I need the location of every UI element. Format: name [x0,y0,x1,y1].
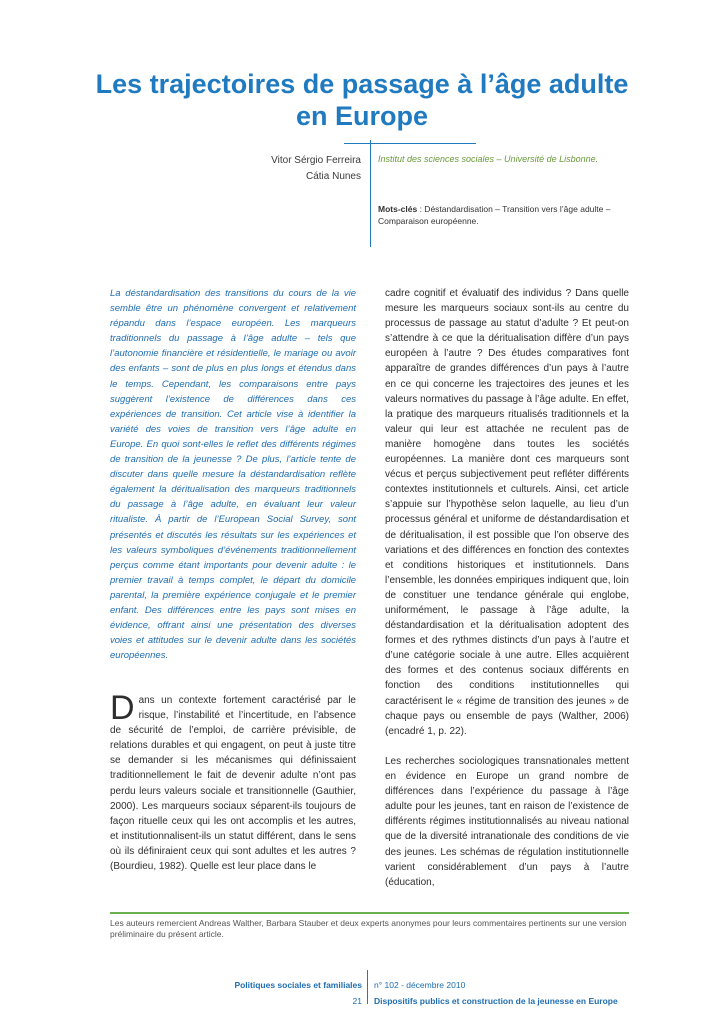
footer-right [374,977,618,1009]
footnote-rule [110,912,629,914]
body-paragraph: Les recherches sociologiques transnationales mettent en évidence en Europe un grand nombre de différences dans l’expérience du passage à l’âge adulte pour les jeunes, tant en raison de l’existence de différents régimes institutionnalisés au niveau national que de la diversité intranationale des conditions de vie des jeunes. Les schémas de régulation institutionnelle varient considérablement d’un pays à l’autre (éducation, [385,756,629,888]
author-name: Vitor Sérgio Ferreira [271,155,361,166]
footer-left [234,977,362,1009]
author-name: Cátia Nunes [305,171,361,182]
keywords-block [378,203,648,227]
intro-text: ans un contexte fortement caractérisé par le risque, l’instabilité et l’incertitude, en l’absence de sécurité de l’emploi, de carrière prévisible, de relations durables et qui engagent, on peut à juste titre se demander si les mécanismes qui définissaient traditionnellement le fait de devenir adulte n’ont pas perdu leurs valeurs sociale et transitionnelle (Gauthier, 2000). Les marqueurs sociaux séparent-ils toujours de façon rituelle ceux qui les ont accomplis et les autres, et institutionnalisent-ils un statut différent, dans le sens où ils définiraient ceux qui sont adultes et les autres ? (Bourdieu, 1982). Quelle est leur place dans le [110,695,356,873]
keywords-text: : Déstandardisation – Transition vers l’âge adulte – Comparaison européenne. [378,204,611,226]
keywords-label: Mots-clés [378,204,418,214]
abstract: La déstandardisation des transitions du cours de la vie semble être un phénomène convergent et relativement répandu dans l’espace européen. Les marqueurs traditionnels du passage à l’âge adulte – tels que l’autonomie financière et résidentielle, le mariage ou avoir des enfants – sont de plus en plus longs et étendus dans le temps. Cependant, les comparaisons entre pays suggèrent l’existence de différences dans ces expériences de transition. Cet article vise à identifier la variété des voies de transition vers l’âge adulte en Europe. En quoi sont-elles le reflet des différents régimes de transition de la jeunesse ? De plus, l’article tente de discuter dans quelle mesure la déstandardisation reflète également la déritualisation des marqueurs traditionnels du passage à l’âge adulte, en évaluant leur valeur ritualiste. À partir de l’European Social Survey, sont présentés et discutés les résultats sur les expériences et les valeurs symboliques d’événements traditionnellement perçus comme étant importants pour devenir adulte : le premier travail à temps complet, le départ du domicile parental, la première expérience conjugale et le premier enfant. Des différences entre les pays sont mises en évidence, offrant ainsi une présentation des diverses voies et attitudes sur le devenir adulte dans les sociétés européennes. [110,288,356,662]
title-divider-horizontal [344,143,476,144]
footnote: Les auteurs remercient Andreas Walther, Barbara Stauber et deux experts anonymes pour leurs commentaires pertinents sur une version préliminaire du présent article. [110,918,627,939]
title-divider-vertical [370,140,371,247]
body-paragraph: cadre cognitif et évaluatif des individus ? Dans quelle mesure les marqueurs sociaux sont-ils au centre du processus de passage au statut d’adulte ? Et peut-on s’attendre à ce que la déritualisation diffère d’un pays européen à l’autre ? Des études comparatives font apparaître de grandes différences d’un pays à l’autre en ce qui concerne les trajectoires des jeunes et les valeurs normatives du passage à l’âge adulte. En effet, la pratique des marqueurs ritualisés traditionnels et la valeur qui leur est attachée ne reculent pas de manière homogène dans toutes les sociétés européennes. La manière dont ces marqueurs sont vécus et perçus subjectivement peut refléter différents contextes institutionnels et culturels. Ainsi, cet article s’appuie sur l’hypothèse selon laquelle, au lieu d’un processus général et uniforme de déstandardisation et de déritualisation, il est possible que l’on observe des variations et des différences en fonction des contextes et conditions historiques et institutionnels. Dans l’ensemble, les données empiriques indiquent que, loin de constituer une tendance générale qui englobe, uniformément, le passage à l’âge adulte, la déstandardisation et la déritualisation adoptent des formes et des rythmes distincts d’un pays à l’autre et d’une catégorie sociale à une autre. Elles acquièrent des formes et des contenus sociaux différents en fonction des conditions institutionnelles qui caractérisent le « régime de transition des jeunes » de chaque pays ou ensemble de pays (Walther, 2006) (encadré 1, p. 22). [385,288,629,737]
author-affiliation: Institut des sciences sociales – Université de Lisbonne. [378,154,599,164]
drop-cap: D [110,689,135,727]
authors-block [271,153,361,185]
article-title-line-1: Les trajectoires de passage à l’âge adulte [95,69,629,99]
body-intro-paragraph [110,689,356,874]
journal-name: Politiques sociales et familiales [234,980,362,990]
page-number: 21 [352,996,362,1006]
footer-divider [367,970,368,1004]
dossier-title: Dispositifs publics et construction de la jeunesse en Europe [374,996,618,1006]
article-title-line-2: en Europe [295,101,429,131]
issue-number: n° 102 - décembre 2010 [374,980,466,990]
article-title [60,68,664,132]
